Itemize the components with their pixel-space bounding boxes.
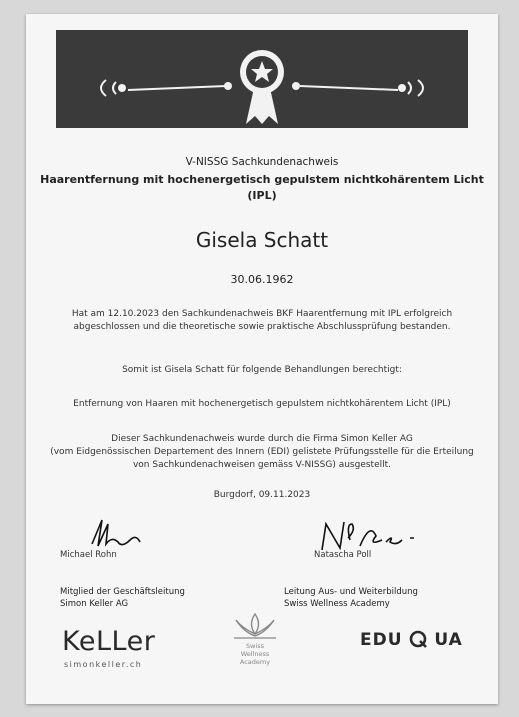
keller-logo: KeLLer: [62, 626, 156, 657]
logo-line: Swiss: [245, 642, 265, 650]
place-date: Burgdorf, 09.11.2023: [213, 490, 311, 500]
certificate-subtitle: Haarentfernung mit hochenergetisch gepulstem nichtkohärentem Licht: [40, 173, 484, 186]
signature-left-icon: [78, 514, 158, 554]
issuer-line: Dieser Sachkundenachweis wurde durch die Firma Simon Keller AG: [111, 434, 413, 444]
eduqua-left-text: EDU: [360, 630, 403, 650]
issuer-line: (vom Eidgenössischen Departement des Innern (EDI) gelistete Prüfungsstelle für die Erteilung: [50, 447, 474, 457]
certificate-page: [26, 14, 498, 704]
signatory-left-role: [60, 586, 185, 610]
certificate-title: V-NISSG Sachkundenachweis: [185, 156, 339, 168]
keller-url: simonkeller.ch: [64, 660, 143, 669]
swiss-wellness-academy-logo: [230, 642, 280, 666]
logo-line: Wellness: [240, 650, 270, 658]
lotus-icon: [230, 610, 280, 640]
role-line: Swiss Wellness Academy: [284, 599, 390, 609]
role-line: Mitglied der Geschäftsleitung: [60, 587, 185, 597]
header-banner: [56, 30, 468, 128]
treatment-line: Entfernung von Haaren mit hochenergetisch gepulstem nichtkohärentem Licht (IPL): [73, 399, 451, 409]
eduqua-right-text: UA: [434, 630, 463, 650]
eduqua-q-icon: [409, 630, 427, 650]
authorized-line: Somit ist Gisela Schatt für folgende Behandlungen berechtigt:: [122, 365, 402, 375]
holder-name: Gisela Schatt: [195, 228, 329, 252]
certificate-subtitle-ipl: (IPL): [247, 189, 277, 202]
award-ribbon-icon: [56, 30, 468, 128]
eduqua-logo: [360, 630, 463, 650]
logo-line: Academy: [239, 658, 271, 666]
exam-line: abgeschlossen und die theoretische sowie praktische Abschlussprüfung bestanden.: [73, 322, 451, 332]
exam-line: Hat am 12.10.2023 den Sachkundenachweis BKF Haarentfernung mit IPL erfolgreich: [71, 309, 453, 319]
role-line: Simon Keller AG: [60, 599, 129, 609]
role-line: Leitung Aus- und Weiterbildung: [284, 587, 418, 597]
birth-date: 30.06.1962: [230, 273, 294, 286]
signatory-left-name: Michael Rohn: [60, 550, 117, 560]
issuer-line: von Sachkundenachweisen gemäss V-NISSG) ausgestellt.: [132, 460, 392, 470]
exam-paragraph: [26, 308, 498, 334]
issuer-paragraph: [26, 433, 498, 472]
signatory-right-role: [284, 586, 418, 610]
signatory-right-name: Natascha Poll: [314, 550, 372, 560]
